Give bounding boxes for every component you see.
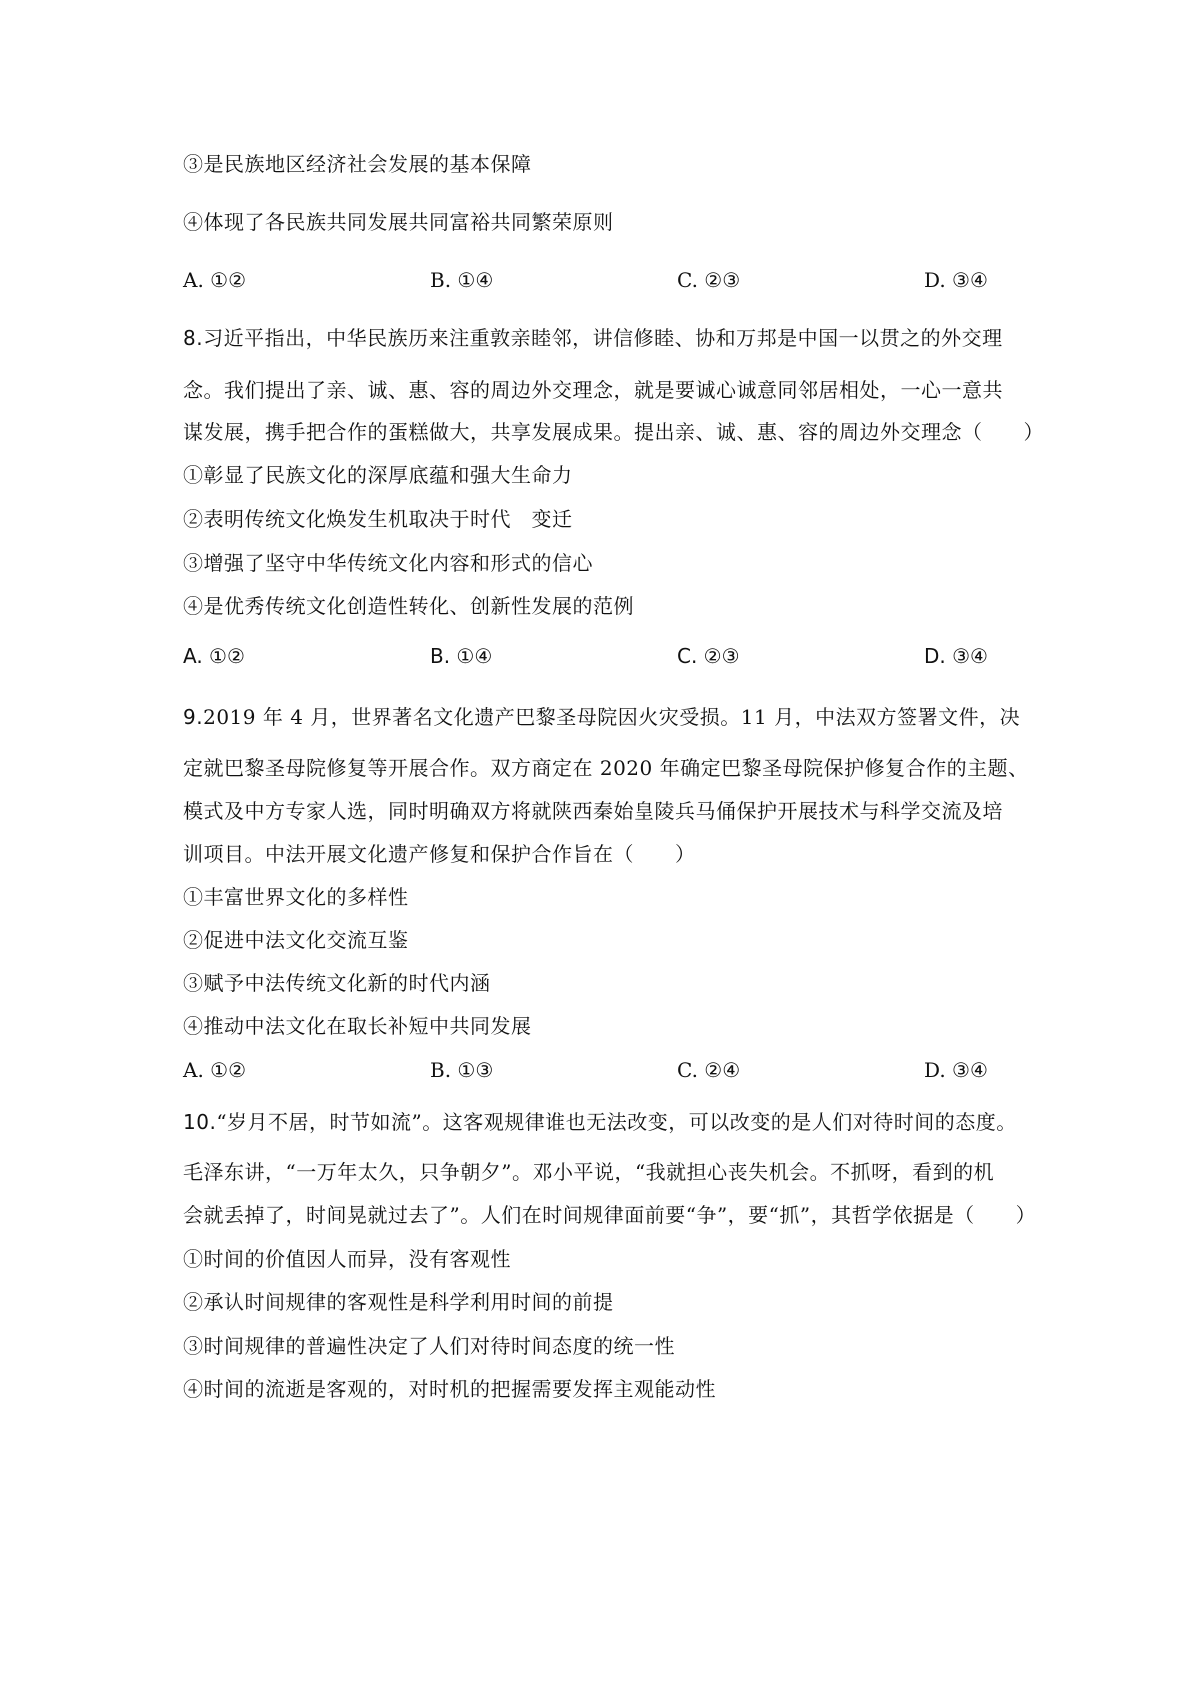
q9-option-a[interactable]: A. ①② bbox=[183, 1058, 247, 1082]
q9-stem-line-1 bbox=[183, 705, 1043, 729]
q9-option-c[interactable]: C. ②④ bbox=[677, 1058, 741, 1082]
q8-item-2: ②表明传统文化焕发生机取决于时代 变迁 bbox=[183, 507, 573, 531]
q8-option-a[interactable]: A. ①② bbox=[183, 644, 245, 668]
q8-option-d[interactable]: D. ③④ bbox=[924, 644, 988, 668]
q9-number: 9. bbox=[183, 705, 204, 729]
q10-stem-line-1 bbox=[183, 1110, 1043, 1134]
q9-option-b[interactable]: B. ①③ bbox=[430, 1058, 494, 1082]
q8-item-4: ④是优秀传统文化创造性转化、创新性发展的范例 bbox=[183, 594, 634, 618]
q9-stem-text-1: 2019 年 4 月，世界著名文化遗产巴黎圣母院因火灾受损。11 月，中法双方签署文件，决 bbox=[203, 705, 1021, 729]
q7-item-4: ④体现了各民族共同发展共同富裕共同繁荣原则 bbox=[183, 210, 614, 234]
q9-item-1: ①丰富世界文化的多样性 bbox=[183, 885, 409, 909]
q9-option-d[interactable]: D. ③④ bbox=[924, 1058, 988, 1082]
q8-stem-line-2: 念。我们提出了亲、诚、惠、容的周边外交理念，就是要诚心诚意同邻居相处，一心一意共 bbox=[183, 378, 1003, 402]
q9-stem-line-2: 定就巴黎圣母院修复等开展合作。双方商定在 2020 年确定巴黎圣母院保护修复合作的主题、 bbox=[183, 756, 1029, 780]
q10-number: 10. bbox=[183, 1110, 217, 1134]
q10-stem-line-3: 会就丢掉了，时间晃就过去了”。人们在时间规律面前要“争”，要“抓”，其哲学依据是（ ） bbox=[183, 1203, 1037, 1227]
q10-item-3: ③时间规律的普遍性决定了人们对待时间态度的统一性 bbox=[183, 1334, 675, 1358]
q8-option-c[interactable]: C. ②③ bbox=[677, 644, 740, 668]
q8-stem-text-1: 习近平指出，中华民族历来注重敦亲睦邻，讲信修睦、协和万邦是中国一以贯之的外交理 bbox=[203, 326, 1003, 350]
q8-option-b[interactable]: B. ①④ bbox=[430, 644, 493, 668]
q10-item-4: ④时间的流逝是客观的，对时机的把握需要发挥主观能动性 bbox=[183, 1377, 716, 1401]
q9-item-4: ④推动中法文化在取长补短中共同发展 bbox=[183, 1014, 532, 1038]
q9-options bbox=[183, 1058, 1043, 1082]
q9-item-3: ③赋予中法传统文化新的时代内涵 bbox=[183, 971, 491, 995]
q7-option-a[interactable]: A. ①② bbox=[183, 268, 247, 292]
q7-option-d[interactable]: D. ③④ bbox=[924, 268, 988, 292]
q9-item-2: ②促进中法文化交流互鉴 bbox=[183, 928, 409, 952]
q10-stem-text-1: “岁月不居，时节如流”。这客观规律谁也无法改变，可以改变的是人们对待时间的态度。 bbox=[216, 1110, 1017, 1134]
q7-item-3: ③是民族地区经济社会发展的基本保障 bbox=[183, 152, 532, 176]
q8-options bbox=[183, 644, 1043, 668]
q8-stem-line-1 bbox=[183, 326, 1043, 350]
q8-item-3: ③增强了坚守中华传统文化内容和形式的信心 bbox=[183, 551, 593, 575]
q7-options bbox=[183, 268, 1043, 292]
q9-stem-line-3: 模式及中方专家人选，同时明确双方将就陕西秦始皇陵兵马俑保护开展技术与科学交流及培 bbox=[183, 799, 1003, 823]
q10-item-2: ②承认时间规律的客观性是科学利用时间的前提 bbox=[183, 1290, 614, 1314]
q8-stem-line-3: 谋发展，携手把合作的蛋糕做大，共享发展成果。提出亲、诚、惠、容的周边外交理念（ ） bbox=[183, 420, 1044, 444]
q10-stem-line-2: 毛泽东讲，“一万年太久，只争朝夕”。邓小平说，“我就担心丧失机会。不抓呀，看到的机 bbox=[183, 1160, 995, 1184]
q9-stem-line-4: 训项目。中法开展文化遗产修复和保护合作旨在（ ） bbox=[183, 842, 696, 866]
q7-option-b[interactable]: B. ①④ bbox=[430, 268, 494, 292]
q10-item-1: ①时间的价值因人而异，没有客观性 bbox=[183, 1247, 511, 1271]
q8-number: 8. bbox=[183, 326, 204, 350]
q8-item-1: ①彰显了民族文化的深厚底蕴和强大生命力 bbox=[183, 463, 573, 487]
q7-option-c[interactable]: C. ②③ bbox=[677, 268, 741, 292]
